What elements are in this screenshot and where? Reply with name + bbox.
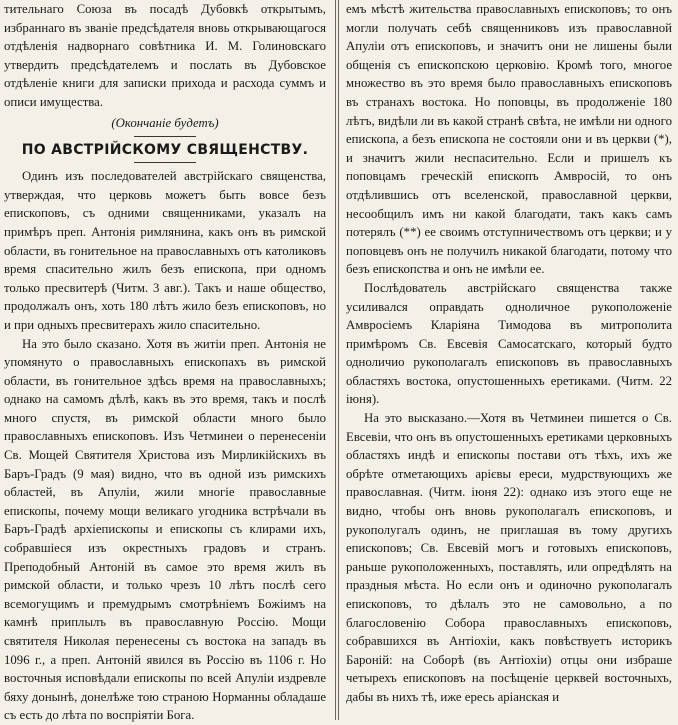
article-paragraph-1: Одинъ изъ последователей австрійскаго священства, утверждая, что церковь можетъ быть вовсе безъ епископовъ, съ одними священниками, указалъ на примѣръ преп. Антонія римлянина, какъ онъ въ римской области, въ гонительное на православныхъ отъ католиковъ время спасительно жилъ безъ епископа, при одномъ только пресвитерѣ (Читм. 3 авг.). Такъ и наше общество, продолжалъ онъ, хоть 180 лѣтъ жило безъ епископовъ, но и при одныхъ пресвитерахъ жило спасительно. <box>4 169 326 332</box>
paragraph-continued: тительнаго Союза въ посадѣ Дубовкѣ открытымъ, избраннаго въ званіе предсѣдателя вновь открывающагося отдѣленія надворнаго совѣтника И. М. Голиновскаго утвердить предсѣдателемъ и послать въ Дубовское отдѣленіе книги для записки прихода и расхода суммъ и описи имущества. <box>4 2 326 109</box>
paragraph-continued-right: емъ мѣстѣ жительства православныхъ епископовъ; то онъ могли получать себѣ священниковъ изъ православной Апуліи отъ епископовъ, и значитъ они не лишены были общенія съ епископскою церковію. Кромѣ того, многое множество въ это время было православныхъ епископовъ въ странахъ востока. Но поповцы, въ продолженіе 180 лѣтъ, видѣли ли въ какой странѣ свѣта, не имѣли ни одного епископа, а безъ епископа не состояли они и въ церкви (*), и значитъ жили неспасительно. Если и пришелъ къ поповцамъ греческій епископъ Амвросій, то онъ отдѣлившись отъ вселенской, православной церкви, несообщилъ имъ ни какой благодати, такъ какъ самъ потерялъ (**) ее своимъ отступничествомъ отъ церкви; и у поповцевъ онъ не получилъ никакой благодати, потому что безъ епископства и онъ не имѣли ее. <box>346 2 672 277</box>
right-column <box>346 0 672 707</box>
left-column <box>4 0 326 725</box>
article-paragraph-2: На это было сказано. Хотя въ житіи преп. Антонія не упомянуто о православныхъ епископахъ въ римской области, въ гонительное здѣсь время на православныхъ; однако на самомъ дѣлѣ, какъ въ это время, такъ и послѣ много спустя, въ римской области много было православныхъ епископовъ. Изъ Четминеи о перенесеніи Св. Мощей Святителя Христова изъ Мирликійскихъ въ Баръ-Градъ (9 мая) видно, что въ одной изъ римскихъ областей, въ Апуліи, жили многіе православные епископы, почему мощи великаго угодника встрѣчали въ Баръ-Градѣ архіепископы и епископы съ клирами ихъ, собравшіеся изъ окрестныхъ градовъ и странъ. Преподобный Антоній въ самое это время жилъ въ римской области, и только чрезъ 10 лѣтъ послѣ сего всемогущимъ и премудрымъ смотрѣніемъ Божіимъ на камнѣ приплылъ въ православную Россію. Мощи святителя Николая перенесены съ востока на западъ въ 1096 г., а преп. Антоній явился въ Россію въ 1106 г. Но восточныя исповѣдали епископы по всей Апуліи издревле бяху донынѣ, донелѣже тою страною Норманны обладаше съ есть до лѣта по воспріятіи Бога. <box>4 336 326 723</box>
column-divider <box>335 0 339 720</box>
to-be-continued-note: (Окончаніе будетъ) <box>111 115 219 130</box>
section-rule <box>134 136 196 137</box>
article-heading: ПО АВСТРІЙСКОМУ СВЯЩЕНСТВУ. <box>21 142 309 159</box>
article-paragraph-3: Послѣдователь австрійскаго священства также усиливался оправдать одноличное рукоположеніе Амвросіемъ Кларіяна Тимодова въ митрополита примѣромъ Св. Евсевія Самосатскаго, который будто одноличио рукополагалъ епископовъ въ православныхъ областяхъ востока, опустошенныхъ еретиками. (Читм. 22 іюня). <box>346 280 672 407</box>
article-paragraph-4: На это высказано.—Хотя въ Четминеи пишется о Св. Евсевіи, что онъ въ опустошенныхъ еретиками церковныхъ областяхъ индѣ и епископы постави отъ тѣхъ, ихъ же обрѣте отметающихъ арієвы ереси, мудрствующихъ же православная. (Читм. іюня 22): однако изъ этого еще не видно, чтобы онъ вновь рукополагалъ епископовъ, и рукополугалъ одинъ, не приглашая въ тому другихъ епископовъ; Св. Евсевій могъ и готовыхъ епископовъ, раньше рукоположенныхъ, поставлять, или опредѣлять на праздныя мѣста. Но если онъ и одиночно рукополагалъ епископовъ, то дѣлалъ это не самовольно, а по благословенію Собора православныхъ епископовъ, собравшихся въ Антіохіи, какъ повѣствуетъ историкъ Бароній: на Соборѣ (въ Антіохіи) отцы они избраше четырехъ епископовъ на посѣщеніе церквей восточныхъ, дабы въ нихъ тѣ, иже ересь аріанская и <box>346 411 672 704</box>
heading-rule <box>134 162 196 163</box>
